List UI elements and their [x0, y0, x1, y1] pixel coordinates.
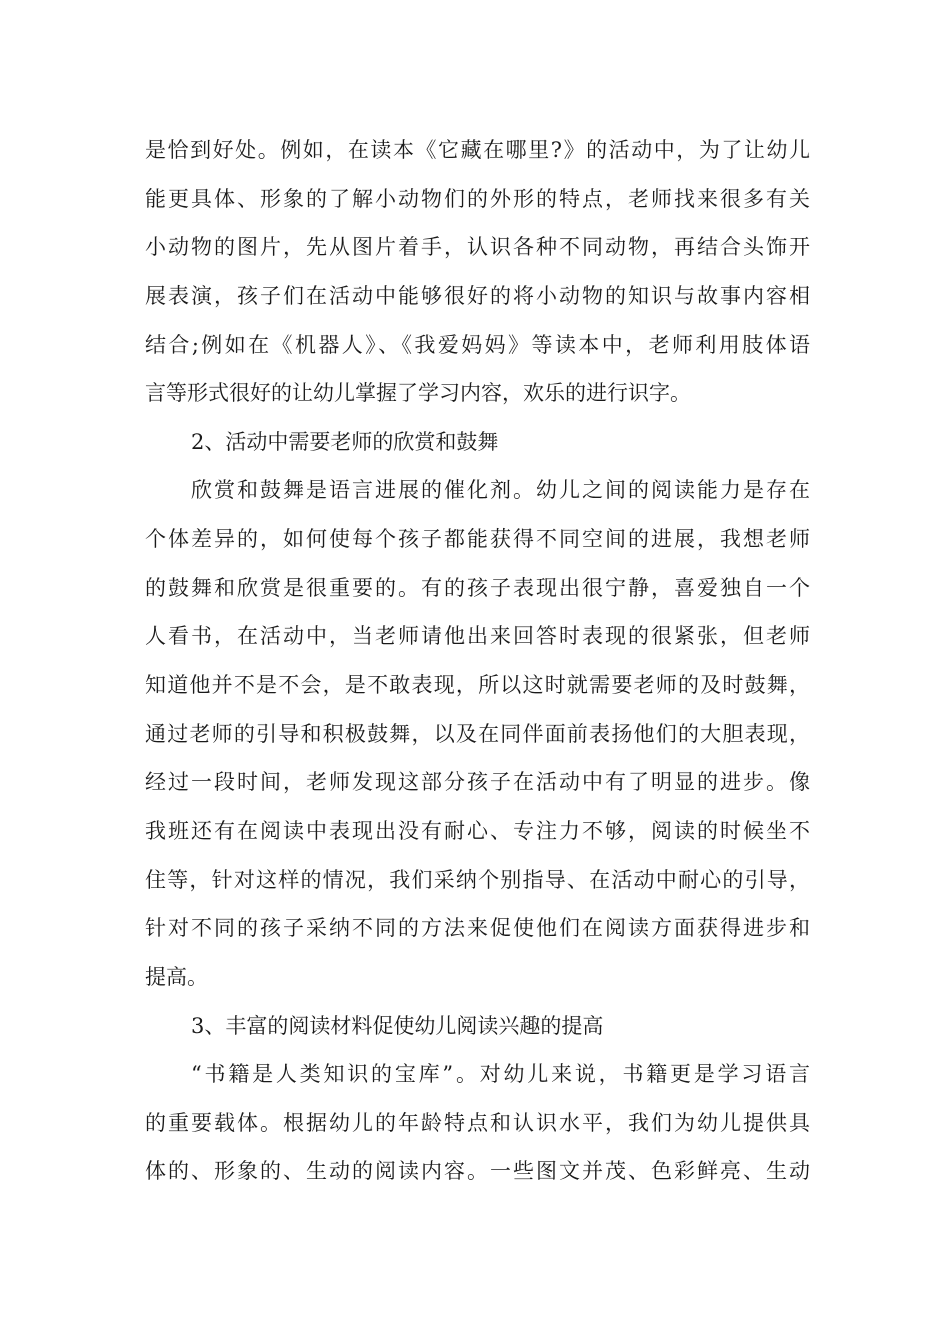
paragraph-line: 提高。: [145, 964, 208, 989]
paragraph-line: 的重要载体。根据幼儿的年龄特点和认识水平，我们为幼儿提供具: [145, 1110, 810, 1135]
paragraph-line: 欣赏和鼓舞是语言进展的催化剂。幼儿之间的阅读能力是存在: [191, 478, 810, 503]
paragraph-line: 的鼓舞和欣赏是很重要的。有的孩子表现出很宁静，喜爱独自一个: [145, 575, 810, 600]
paragraph-line: 个体差异的，如何使每个孩子都能获得不同空间的进展，我想老师: [145, 527, 810, 552]
paragraph-line: 是恰到好处。例如，在读本《它藏在哪里?》的活动中，为了让幼儿: [145, 138, 810, 162]
paragraph-line: “书籍是人类知识的宝库”。对幼儿来说，书籍更是学习语言: [191, 1062, 810, 1087]
paragraph-line: 体的、形象的、生动的阅读内容。一些图文并茂、色彩鲜亮、生动: [145, 1159, 810, 1184]
paragraph-line: 经过一段时间，老师发现这部分孩子在活动中有了明显的进步。像: [145, 770, 810, 795]
section-heading: 2、活动中需要老师的欣赏和鼓舞: [191, 429, 499, 454]
paragraph-line: 通过老师的引导和积极鼓舞，以及在同伴面前表扬他们的大胆表现，: [145, 721, 810, 746]
paragraph-line: 结合;例如在《机器人》、《我爱妈妈》等读本中，老师利用肢体语: [145, 332, 810, 357]
paragraph-line: 小动物的图片，先从图片着手，认识各种不同动物，再结合头饰开: [145, 235, 810, 260]
paragraph-line: 针对不同的孩子采纳不同的方法来促使他们在阅读方面获得进步和: [145, 916, 810, 941]
body-text: [145, 126, 810, 1196]
paragraph-line: 住等，针对这样的情况，我们采纳个别指导、在活动中耐心的引导，: [145, 867, 810, 892]
paragraph-line: 展表演，孩子们在活动中能够很好的将小动物的知识与故事内容相: [145, 283, 810, 308]
paragraph-line: 知道他并不是不会，是不敢表现，所以这时就需要老师的及时鼓舞，: [145, 673, 810, 698]
paragraph-line: 言等形式很好的让幼儿掌握了学习内容，欢乐的进行识字。: [145, 381, 691, 406]
paragraph-line: 我班还有在阅读中表现出没有耐心、专注力不够，阅读的时候坐不: [145, 818, 810, 843]
paragraph-line: 人看书，在活动中，当老师请他出来回答时表现的很紧张，但老师: [145, 624, 810, 649]
paragraph-line: 能更具体、形象的了解小动物们的外形的特点，老师找来很多有关: [145, 186, 810, 211]
section-heading: 3、丰富的阅读材料促使幼儿阅读兴趣的提高: [191, 1013, 604, 1038]
